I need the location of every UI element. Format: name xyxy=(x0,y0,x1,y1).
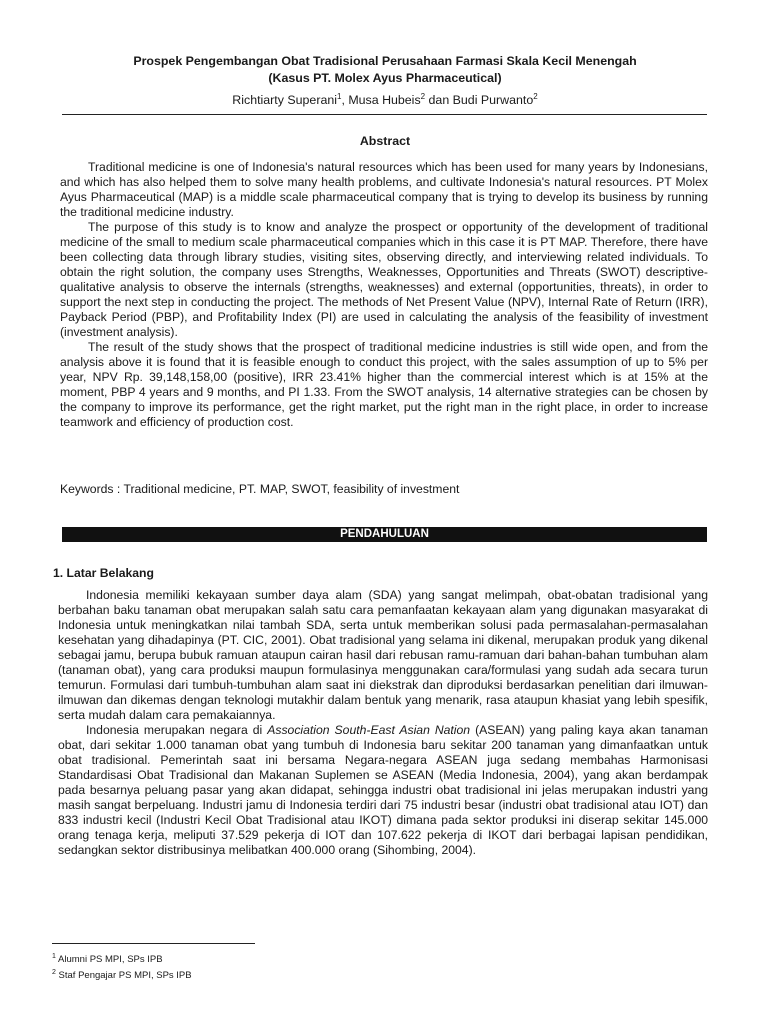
footnote-text: Staf Pengajar PS MPI, SPs IPB xyxy=(58,970,192,982)
body-paragraph: Indonesia memiliki kekayaan sumber daya alam (SDA) yang sangat melimpah, obat-obatan tradisional yang berbahan baku tanaman obat merupakan salah satu cara pemanfaatan kekayaan alam yang digunakan masyarakat di Indonesia untuk meningkatkan nilai tambah SDA, serta untuk memberikan solusi pada permasalahan-permasalahan kesehatan yang dihadapinya (PT. CIC, 2001). Obat tradisional yang selama ini dikenal, merupakan produk yang dikenal sebagai jamu, berupa bubuk ramuan ataupun cairan hasil dari rebusan ramu-ramuan dari bahan-bahan tumbuhan alam (tanaman obat), yang cara produksi maupun formulasinya menggunakan cara/formulasi yang sudah ada secara turun temurun. Formulasi dari tumbuh-tumbuhan alam saat ini diekstrak dan diproduksi berdasarkan penelitian dari ilmuwan-ilmuwan dan dikemas dengan teknologi mutakhir dalam bentuk yang menarik, rasa ataupun khasiat yang lebih spesifik, serta mudah dalam cara pemakaiannya. xyxy=(58,588,708,722)
author-name: Richtiarty Superani xyxy=(232,93,337,108)
footnote-divider xyxy=(52,943,255,944)
footnotes xyxy=(52,950,192,982)
author-affiliation-mark: 2 xyxy=(420,92,426,101)
body-paragraph xyxy=(58,723,708,858)
keywords: Keywords : Traditional medicine, PT. MAP, SWOT, feasibility of investment xyxy=(60,482,460,496)
header-divider xyxy=(62,114,707,115)
author-affiliation-mark: 2 xyxy=(533,92,538,101)
footnote-mark: 1 xyxy=(52,953,56,960)
title-line-2: (Kasus PT. Molex Ayus Pharmaceutical) xyxy=(268,71,502,85)
subsection-heading: 1. Latar Belakang xyxy=(53,566,154,580)
footnote xyxy=(52,950,192,966)
footnote xyxy=(52,966,192,982)
abstract-heading: Abstract xyxy=(359,134,411,148)
footnote-mark: 2 xyxy=(52,969,56,977)
paper-title xyxy=(60,53,710,87)
body-text-span: Indonesia merupakan negara di xyxy=(86,723,268,737)
body-text xyxy=(58,588,708,858)
section-heading: PENDAHULUAN xyxy=(62,527,707,542)
author-affiliation-mark: 1 xyxy=(336,92,342,101)
author-name: , Musa Hubeis xyxy=(341,93,421,108)
abstract-paragraph: Traditional medicine is one of Indonesia's natural resources which has been used for many years by Indonesians, and which has also helped them to solve many health problems, and cultivate Indonesia's natural resources. PT Molex Ayus Pharmaceutical (MAP) is a middle scale pharmaceutical company that is trying to develop its business by running the traditional medicine industry. xyxy=(60,160,708,219)
abstract-body xyxy=(60,160,708,430)
footnote-text: Alumni PS MPI, SPs IPB xyxy=(58,954,163,966)
title-line-1: Prospek Pengembangan Obat Tradisional Perusahaan Farmasi Skala Kecil Menengah xyxy=(133,54,637,68)
author-name: dan Budi Purwanto xyxy=(425,93,534,108)
body-text-span: (ASEAN) yang paling kaya akan tanaman obat, dari sekitar 1.000 tanaman obat yang tumbuh di Indonesia baru sekitar 200 tanaman yang dimanfaatkan untuk obat tradisional. Pemerintah saat ini bersama Negara-negara ASEAN juga sedang membahas Harmonisasi Standardisasi Obat Tradisional dan Makanan Suplemen se ASEAN (Media Indonesia, 2004), yang akan berdampak pada besarnya peluang pasar yang akan didapat, sehingga industri obat tradisional ini jelas merupakan industri yang masih sangat berpeluang. Industri jamu di Indonesia terdiri dari 75 industri besar (industri obat tradisional atau IOT) dan 833 industri kecil (Industri Kecil Obat Tradisional atau IKOT) dimana pada sektor produksi ini diserap sekitar 145.000 orang tenaga kerja, meliputi 37.529 pekerja di IOT dan 107.622 pekerja di IKOT dari berbagai lapisan pendidikan, sedangkan sektor distribusinya melibatkan 400.000 orang (Sihombing, 2004). xyxy=(58,723,708,857)
author-list xyxy=(60,92,710,107)
body-text-italic: Association South-East Asian Nation xyxy=(267,723,471,737)
abstract-paragraph: The result of the study shows that the prospect of traditional medicine industries is still wide open, and from the analysis above it is found that it is feasible enough to conduct this project, with the sales assumption of up to 5% per year, NPV Rp. 39,148,158,00 (positive), IRR 23.41% higher than the commercial interest which is at 15% at the moment, PBP 4 years and 9 months, and PI 1.33. From the SWOT analysis, 14 alternative strategies can be chosen by the company to improve its performance, get the right market, put the right man in the right place, in order to increase teamwork and efficiency of production cost. xyxy=(60,340,708,429)
abstract-paragraph: The purpose of this study is to know and analyze the prospect or opportunity of the development of traditional medicine of the small to medium scale pharmaceutical companies which in this case it is PT MAP. Therefore, there have been collecting data through library studies, visiting sites, observing directly, and interviewing related individuals. To obtain the right solution, the company uses Strengths, Weaknesses, Opportunities and Threats (SWOT) descriptive-qualitative analysis to observe the internals (strengths, weaknesses) and external (opportunities, threats), in order to support the next step in conducting the project. The methods of Net Present Value (NPV), Internal Rate of Return (IRR), Payback Period (PBP), and Profitability Index (PI) are used in calculating the analysis of the feasibility of investment (investment analysis). xyxy=(60,220,708,339)
